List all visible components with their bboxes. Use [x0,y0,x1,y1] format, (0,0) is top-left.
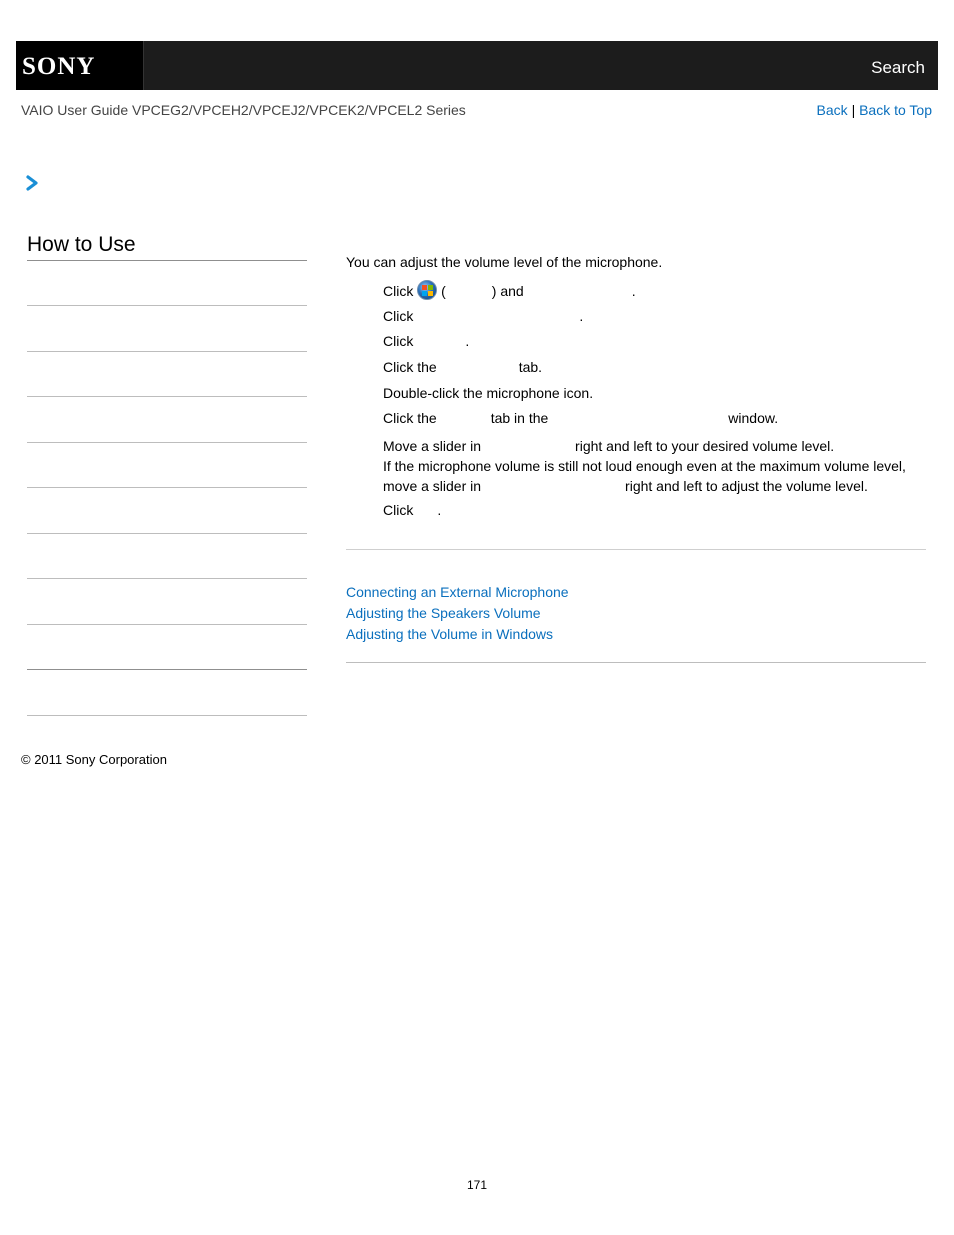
content-divider [346,549,926,550]
step-text: Click [383,502,414,518]
sidebar-divider [27,260,307,261]
chevron-right-icon[interactable] [24,175,40,191]
step-text: right and left to adjust the volume level. [625,478,868,494]
header-bar [16,41,938,90]
step-text: If the microphone volume is still not loud enough even at the maximum volume level, [383,458,906,474]
step-3 [383,333,469,349]
sidebar-item[interactable] [27,715,307,716]
page-number: 171 [466,1178,488,1192]
step-text: . [579,308,584,324]
step-text: Click [383,283,414,299]
step-text: Move a slider in [383,438,482,454]
step-text: Double-click the microphone icon. [383,385,594,401]
step-4 [383,359,542,375]
nav-separator: | [851,102,856,118]
step-text: move a slider in [383,478,482,494]
step-5 [383,385,593,401]
link-connecting-external-microphone[interactable]: Connecting an External Microphone [346,584,569,600]
step-text: Click the [383,359,437,375]
step-text: . [631,283,636,299]
windows-start-icon [417,280,437,300]
sidebar-title: How to Use [27,233,136,256]
sidebar-item[interactable] [27,533,307,534]
step-1 [383,280,636,300]
logo-box[interactable] [16,41,144,90]
step-2 [383,308,583,324]
step-text: tab. [518,359,543,375]
sony-logo: SONY [22,53,96,80]
link-adjusting-speakers-volume[interactable]: Adjusting the Speakers Volume [346,605,541,621]
step-text: ( [441,283,446,299]
step-text: . [437,502,442,518]
copyright: © 2011 Sony Corporation [21,752,167,767]
back-link[interactable]: Back [816,102,848,118]
search-link[interactable]: Search [871,58,925,77]
step-text: window. [728,410,779,426]
step-text: tab in the [490,410,549,426]
step-text: . [465,333,470,349]
guide-title: VAIO User Guide VPCEG2/VPCEH2/VPCEJ2/VPCEK2/VPCEL2 Series [21,102,466,118]
sidebar-item[interactable] [27,578,307,579]
content-divider [346,662,926,663]
step-text: ) and [491,283,524,299]
sidebar-item[interactable] [27,487,307,488]
sidebar-item[interactable] [27,396,307,397]
link-adjusting-volume-windows[interactable]: Adjusting the Volume in Windows [346,626,553,642]
step-text: Click the [383,410,437,426]
intro-text: You can adjust the volume level of the microphone. [346,254,663,270]
sidebar-item[interactable] [27,305,307,306]
step-text: Click [383,308,414,324]
back-to-top-link[interactable]: Back to Top [859,102,932,118]
step-text: right and left to your desired volume level. [575,438,835,454]
step-8 [383,502,441,518]
step-7 [383,436,906,496]
sidebar-item[interactable] [27,624,307,625]
sidebar-item[interactable] [27,442,307,443]
sidebar-item[interactable] [27,351,307,352]
sidebar-item[interactable] [27,669,307,670]
step-6 [383,410,778,426]
top-nav-links [817,102,932,118]
step-text: Click [383,333,414,349]
related-links [346,582,569,645]
